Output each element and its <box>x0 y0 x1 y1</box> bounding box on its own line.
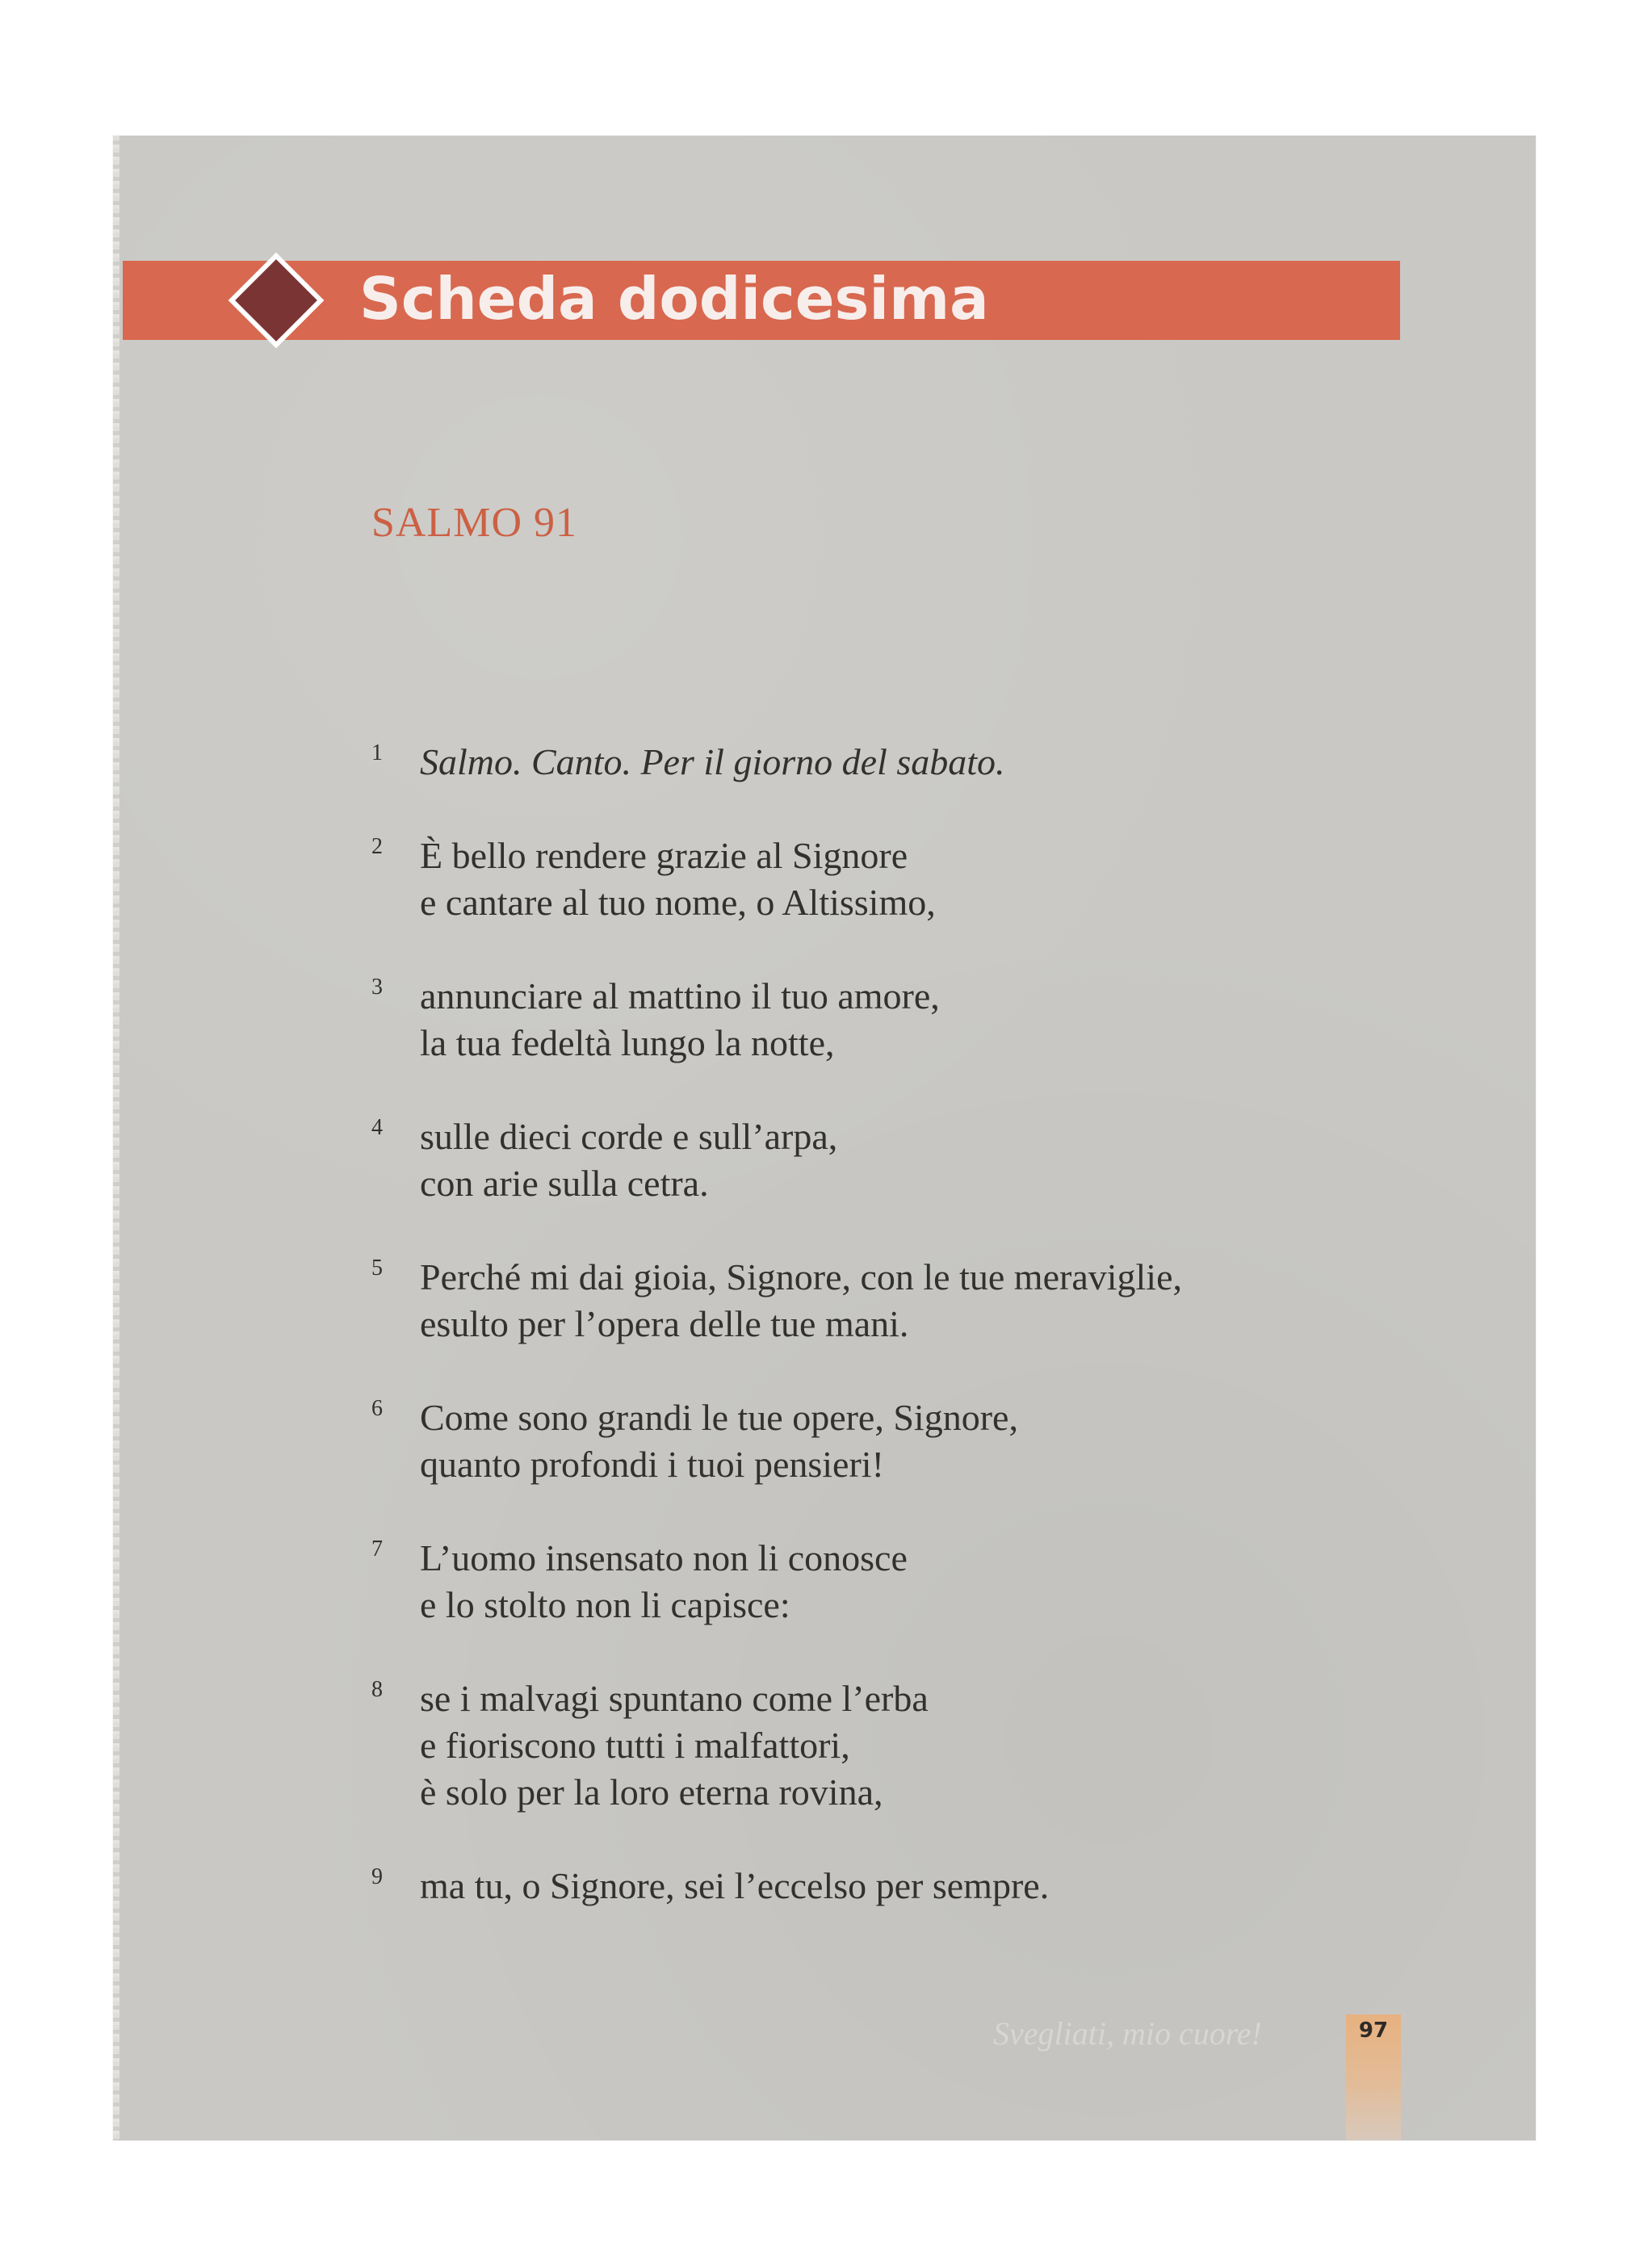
verse-7 <box>371 1535 1405 1629</box>
verse-8 <box>371 1675 1405 1816</box>
verse-text <box>420 832 1405 926</box>
verse-text <box>420 1254 1405 1348</box>
verse-line: Perché mi dai gioia, Signore, con le tue meraviglie, <box>420 1256 1182 1297</box>
verse-line: annunciare al mattino il tuo amore, <box>420 975 940 1017</box>
verse-text <box>420 1113 1405 1207</box>
torn-page-edge <box>113 136 119 2140</box>
verse-line: e lo stolto non li capisce: <box>420 1584 790 1625</box>
verse-line: e fioriscono tutti i malfattori, <box>420 1725 850 1766</box>
verse-line: È bello rendere grazie al Signore <box>420 835 908 876</box>
verse-line: sulle dieci corde e sull’arpa, <box>420 1116 838 1157</box>
verse-line: Come sono grandi le tue opere, Signore, <box>420 1397 1018 1438</box>
verse-line: L’uomo insensato non li conosce <box>420 1537 908 1578</box>
psalm-title: SALMO 91 <box>371 500 578 546</box>
verse-text <box>420 1394 1405 1488</box>
verse-number: 1 <box>371 740 383 765</box>
verse-3 <box>371 973 1405 1067</box>
page-number: 97 <box>1358 2019 1389 2043</box>
verse-line: la tua fedeltà lungo la notte, <box>420 1022 835 1063</box>
psalm-verses <box>371 739 1405 1956</box>
verse-line: è solo per la loro eterna rovina, <box>420 1771 883 1813</box>
verse-2 <box>371 832 1405 926</box>
verse-number: 3 <box>371 975 383 1000</box>
verse-line: e cantare al tuo nome, o Altissimo, <box>420 882 936 923</box>
verse-number: 4 <box>371 1115 383 1140</box>
verse-1 <box>371 739 1405 786</box>
verse-4 <box>371 1113 1405 1207</box>
verse-text <box>420 973 1405 1067</box>
verse-text <box>420 739 1405 786</box>
verse-6 <box>371 1394 1405 1488</box>
diamond-icon <box>234 258 318 342</box>
section-title: Scheda dodicesima <box>359 265 989 333</box>
running-footer-title: Svegliati, mio cuore! <box>993 2015 1262 2052</box>
verse-line: quanto profondi i tuoi pensieri! <box>420 1444 884 1485</box>
verse-number: 6 <box>371 1396 383 1421</box>
verse-5 <box>371 1254 1405 1348</box>
verse-9 <box>371 1863 1405 1910</box>
verse-number: 5 <box>371 1256 383 1281</box>
verse-line: se i malvagi spuntano come l’erba <box>420 1678 929 1719</box>
verse-text <box>420 1535 1405 1629</box>
verse-text <box>420 1863 1405 1910</box>
verse-number: 7 <box>371 1536 383 1562</box>
verse-number: 9 <box>371 1864 383 1889</box>
verse-line: con arie sulla cetra. <box>420 1163 709 1204</box>
verse-number: 2 <box>371 834 383 859</box>
verse-line: esulto per l’opera delle tue mani. <box>420 1303 909 1344</box>
verse-line: ma tu, o Signore, sei l’eccelso per sempre. <box>420 1865 1050 1906</box>
verse-text <box>420 1675 1405 1816</box>
verse-number: 8 <box>371 1677 383 1702</box>
verse-line: Salmo. Canto. Per il giorno del sabato. <box>420 741 1005 782</box>
